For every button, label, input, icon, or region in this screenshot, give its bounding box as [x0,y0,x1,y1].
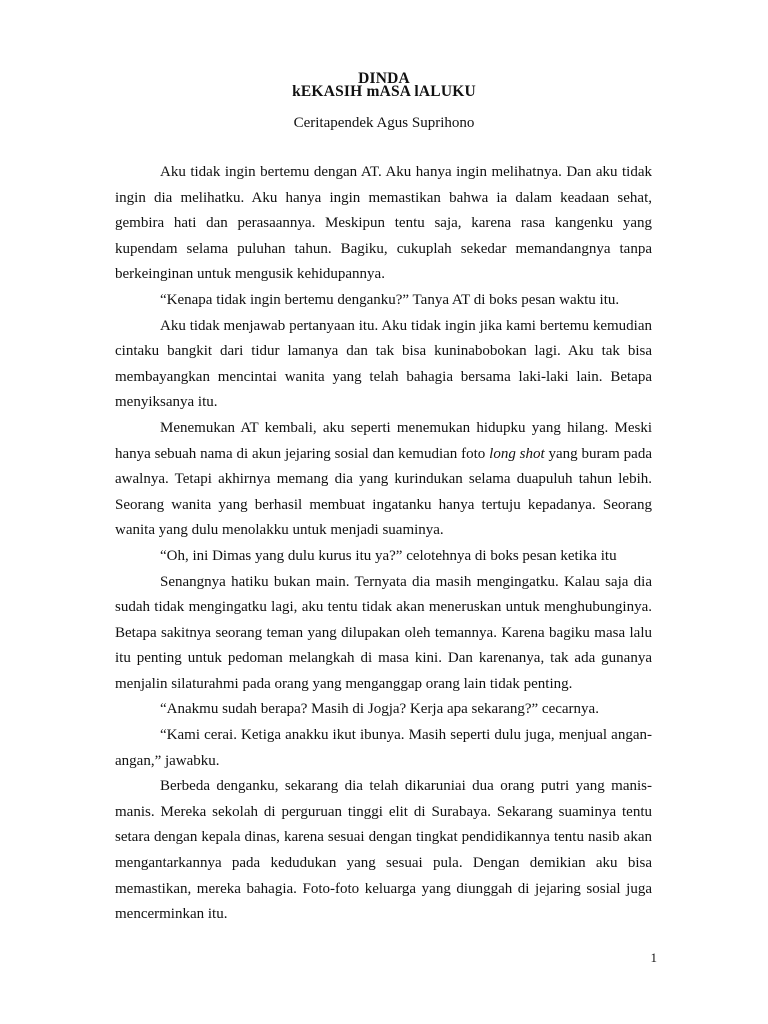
byline: Ceritapendek Agus Suprihono [293,115,475,131]
paragraph-6 [115,570,652,698]
paragraph-3 [115,314,652,416]
paragraph-text: “Kami cerai. Ketiga anakku ikut ibunya. Masih seperti dulu juga, menjual angan-angan,” jawabku. [115,727,652,769]
paragraph-5 [115,544,652,570]
paragraph-text: Menemukan AT kembali, aku seperti menemukan hidupku yang hilang. Meski hanya sebuah nama di akun jejaring sosial dan kemudian foto [115,419,652,462]
paragraph-text: “Kenapa tidak ingin bertemu denganku?” Tanya AT di boks pesan waktu itu. [160,291,620,308]
paragraph-1 [115,160,652,288]
paragraph-2 [115,288,652,314]
paragraph-text: yang buram pada awalnya. Tetapi akhirnya memang dia yang kurindukan selama duapuluh tahun lebih. Seorang wanita yang berhasil membuat ingatanku hanya tertuju kepadanya. Seorang wanita yang dulu menolakku untuk menjadi suaminya. [115,445,652,539]
paragraph-text: Aku tidak menjawab pertanyaan itu. Aku tidak ingin jika kami bertemu kemudian cintaku bangkit dari tidur lamanya dan tak bisa kuninabobokan lagi. Aku tak bisa membayangkan mencintai wanita yang telah bahagia bersama laki-laki lain. Betapa menyiksanya itu. [115,317,652,411]
title-block [0,72,768,98]
paragraph-text: “Anakmu sudah berapa? Masih di Jogja? Kerja apa sekarang?” cecarnya. [160,701,599,718]
paragraph-text: Aku tidak ingin bertemu dengan AT. Aku hanya ingin melihatnya. Dan aku tidak ingin dia melihatku. Aku hanya ingin memastikan bahwa ia dalam keadaan sehat, gembira hati dan perasaannya. Meskipun tentu saja, karena rasa kangenku yang kupendam selama puluhan tahun. Bagiku, cukuplah sekedar memandangnya tanpa berkeinginan untuk mengusik kehidupannya. [115,164,652,283]
story-title: DINDA [358,70,410,87]
paragraph-9 [115,774,652,928]
paragraph-text: Senangnya hatiku bukan main. Ternyata dia masih mengingatku. Kalau saja dia sudah tidak mengingatku lagi, aku tentu tidak akan meneruskan untuk menghubunginya. Betapa sakitnya seorang teman yang dilupakan oleh temannya. Karena bagiku masa lalu itu penting untuk pedoman melangkah di masa kini. Dan karenanya, tak ada gunanya menjalin silaturahmi pada orang yang menganggap orang lain tidak penting. [115,573,652,692]
paragraph-italic-text: long shot [489,445,545,462]
story-body [115,160,652,928]
paragraph-text: “Oh, ini Dimas yang dulu kurus itu ya?” celotehnya di boks pesan ketika itu [160,547,617,564]
paragraph-4 [115,416,652,544]
paragraph-7 [115,697,652,723]
paragraph-8 [115,723,652,774]
page-number: 1 [650,950,657,965]
paragraph-text: Berbeda denganku, sekarang dia telah dikaruniai dua orang putri yang manis-manis. Mereka sekolah di perguruan tinggi elit di Surabaya. Sekarang suaminya tentu setara dengan kepala dinas, karena sesuai dengan tingkat pendidikannya tentu nasib akan mengantarkannya pada kedudukan yang sesuai pula. Dengan demikian aku bisa memastikan, mereka bahagia. Foto-foto keluarga yang diunggah di jejaring sosial juga mencerminkan itu. [115,778,652,923]
story-subtitle: kEKASIH mASA lALUKU [292,83,476,100]
